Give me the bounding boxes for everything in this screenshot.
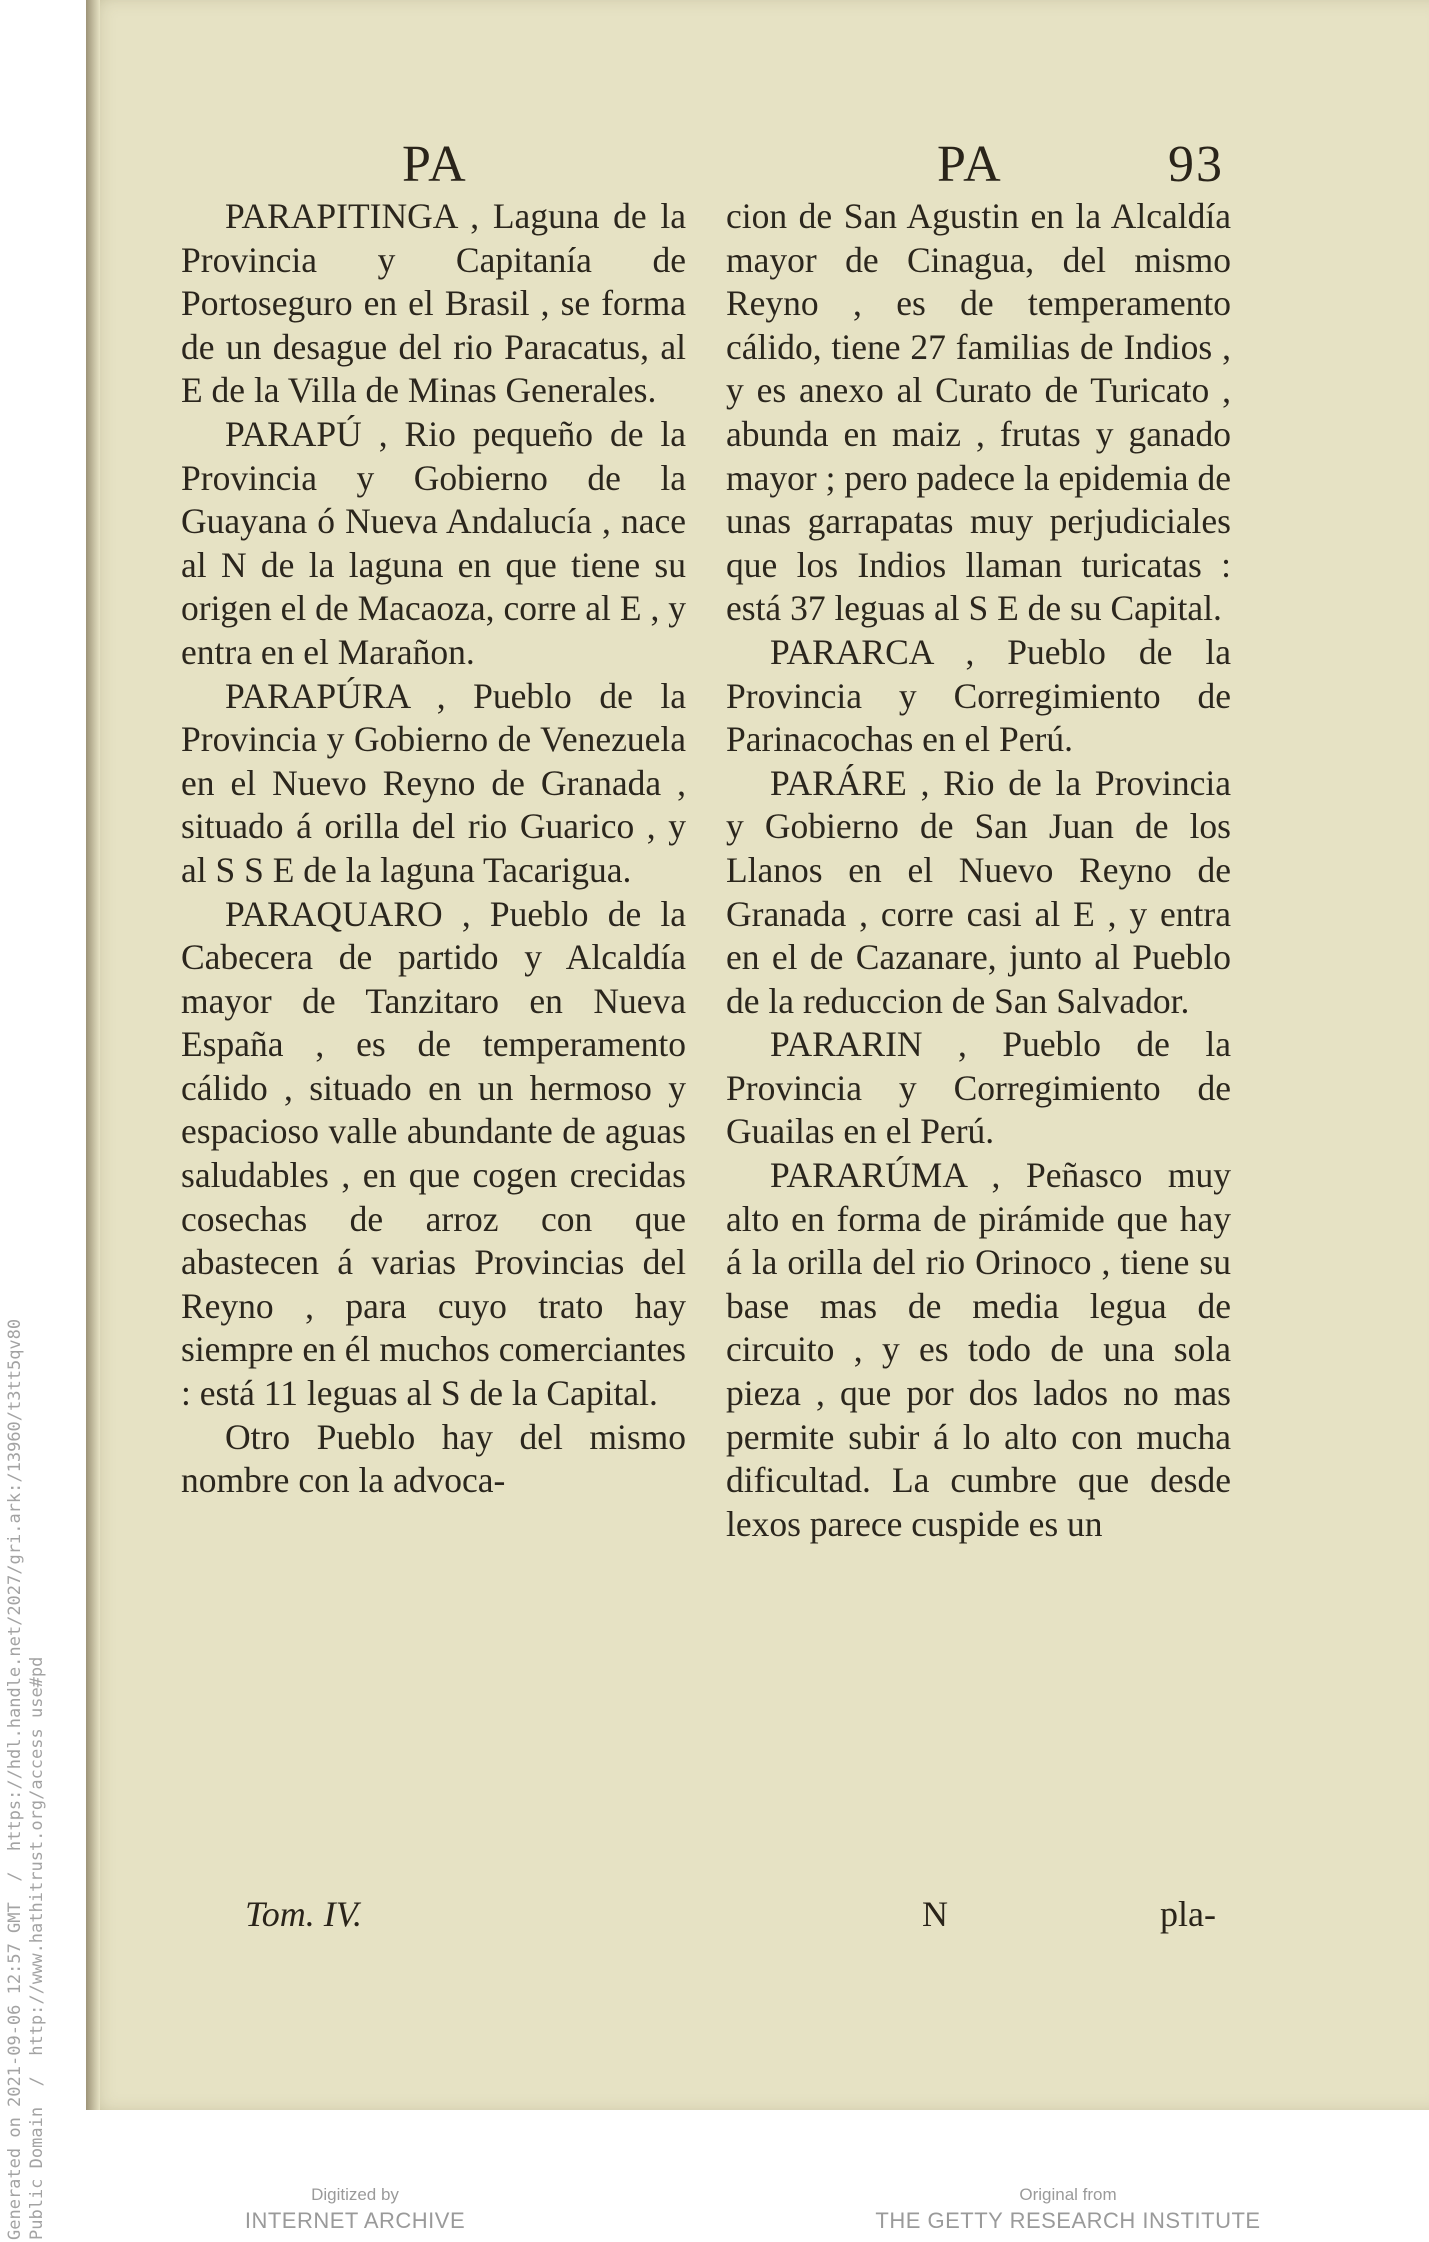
digitized-by-credit bbox=[155, 2185, 555, 2234]
entry-parapu: PARAPÚ , Rio pequeño de la Provincia y Gobierno de la Guayana ó Nueva Andalucía , nace al N de la laguna en que tiene su origen el de Macaoza, corre al E , y entra en el Marañon. bbox=[181, 413, 686, 672]
original-from-credit bbox=[868, 2185, 1268, 2234]
entry-pararca: PARARCA , Pueblo de la Provincia y Corregimiento de Parinacochas en el Perú. bbox=[726, 631, 1231, 760]
entry-parare: PARÁRE , Rio de la Provincia y Gobierno de San Juan de los Llanos en el Nuevo Reyno de Granada , corre casi al E , y entra en el de Cazanare, junto al Pueblo de la reduccion de San Salvador. bbox=[726, 762, 1231, 1021]
page-gutter bbox=[86, 0, 100, 2110]
digitized-by-label: Digitized by bbox=[311, 2185, 399, 2204]
stamp-line-generated: Generated on 2021-09-06 12:57 GMT / https://hdl.handle.net/2027/gri.ark:/13960/t3tt5qv80 bbox=[5, 1318, 25, 2240]
entry-continuation: cion de San Agustin en la Alcaldía mayor de Cinagua, del mismo Reyno , es de temperamento cálido, tiene 27 familias de Indios , y es anexo al Curato de Turicato , abunda en maiz , frutas y ganado mayor ; pero padece la epidemia de unas garrapatas muy perjudiciales que los Indios llaman turicatas : está 37 leguas al S E de su Capital. bbox=[726, 196, 1231, 629]
entry-pararuma: PARARÚMA , Peñasco muy alto en forma de pirámide que hay á la orilla del rio Orinoco , tiene su base mas de media legua de circuito , y es todo de una sola pieza , que por dos lados no mas permite subir á lo alto con mucha dificultad. La cumbre que desde lexos parece cuspide es un bbox=[726, 1155, 1231, 1544]
left-running-head: PA bbox=[402, 136, 468, 193]
access-stamp bbox=[4, 1100, 48, 2240]
right-running-head: PA bbox=[937, 136, 1003, 193]
entry-paraquaro: PARAQUARO , Pueblo de la Cabecera de partido y Alcaldía mayor de Tanzitaro en Nueva España , es de temperamento cálido , situado en un hermoso y espacioso valle abundante de aguas saludables , en que cogen crecidas cosechas de arroz con que abastecen á varias Provincias del Reyno , para cuyo trato hay siempre en él muchos comerciantes : está 11 leguas al S de la Capital. bbox=[181, 893, 686, 1414]
getty-label: THE GETTY RESEARCH INSTITUTE bbox=[875, 2208, 1261, 2233]
stamp-line-rights: Public Domain / http://www.hathitrust.org/access use#pd bbox=[27, 1656, 47, 2240]
signature-mark: N bbox=[922, 1894, 948, 1934]
internet-archive-label: INTERNET ARCHIVE bbox=[244, 2208, 466, 2233]
volume-label: Tom. IV. bbox=[245, 1894, 363, 1934]
entry-otro-pueblo: Otro Pueblo hay del mismo nombre con la advoca- bbox=[181, 1416, 686, 1501]
entry-parapura: PARAPÚRA , Pueblo de la Provincia y Gobierno de Venezuela en el Nuevo Reyno de Granada , situado á orilla del rio Guarico , y al S S E de la laguna Tacarigua. bbox=[181, 675, 686, 890]
entry-parapitinga: PARAPITINGA , Laguna de la Provincia y Capitanía de Portoseguro en el Brasil , se forma de un desague del rio Paracatus, al E de la Villa de Minas Generales. bbox=[181, 196, 686, 411]
right-column bbox=[726, 195, 1231, 1546]
original-from-label: Original from bbox=[1019, 2185, 1117, 2204]
catchword: pla- bbox=[1160, 1894, 1216, 1934]
left-column bbox=[181, 195, 686, 1503]
entry-pararin: PARARIN , Pueblo de la Provincia y Corregimiento de Guailas en el Perú. bbox=[726, 1024, 1231, 1152]
page-number: 93 bbox=[1168, 136, 1224, 193]
